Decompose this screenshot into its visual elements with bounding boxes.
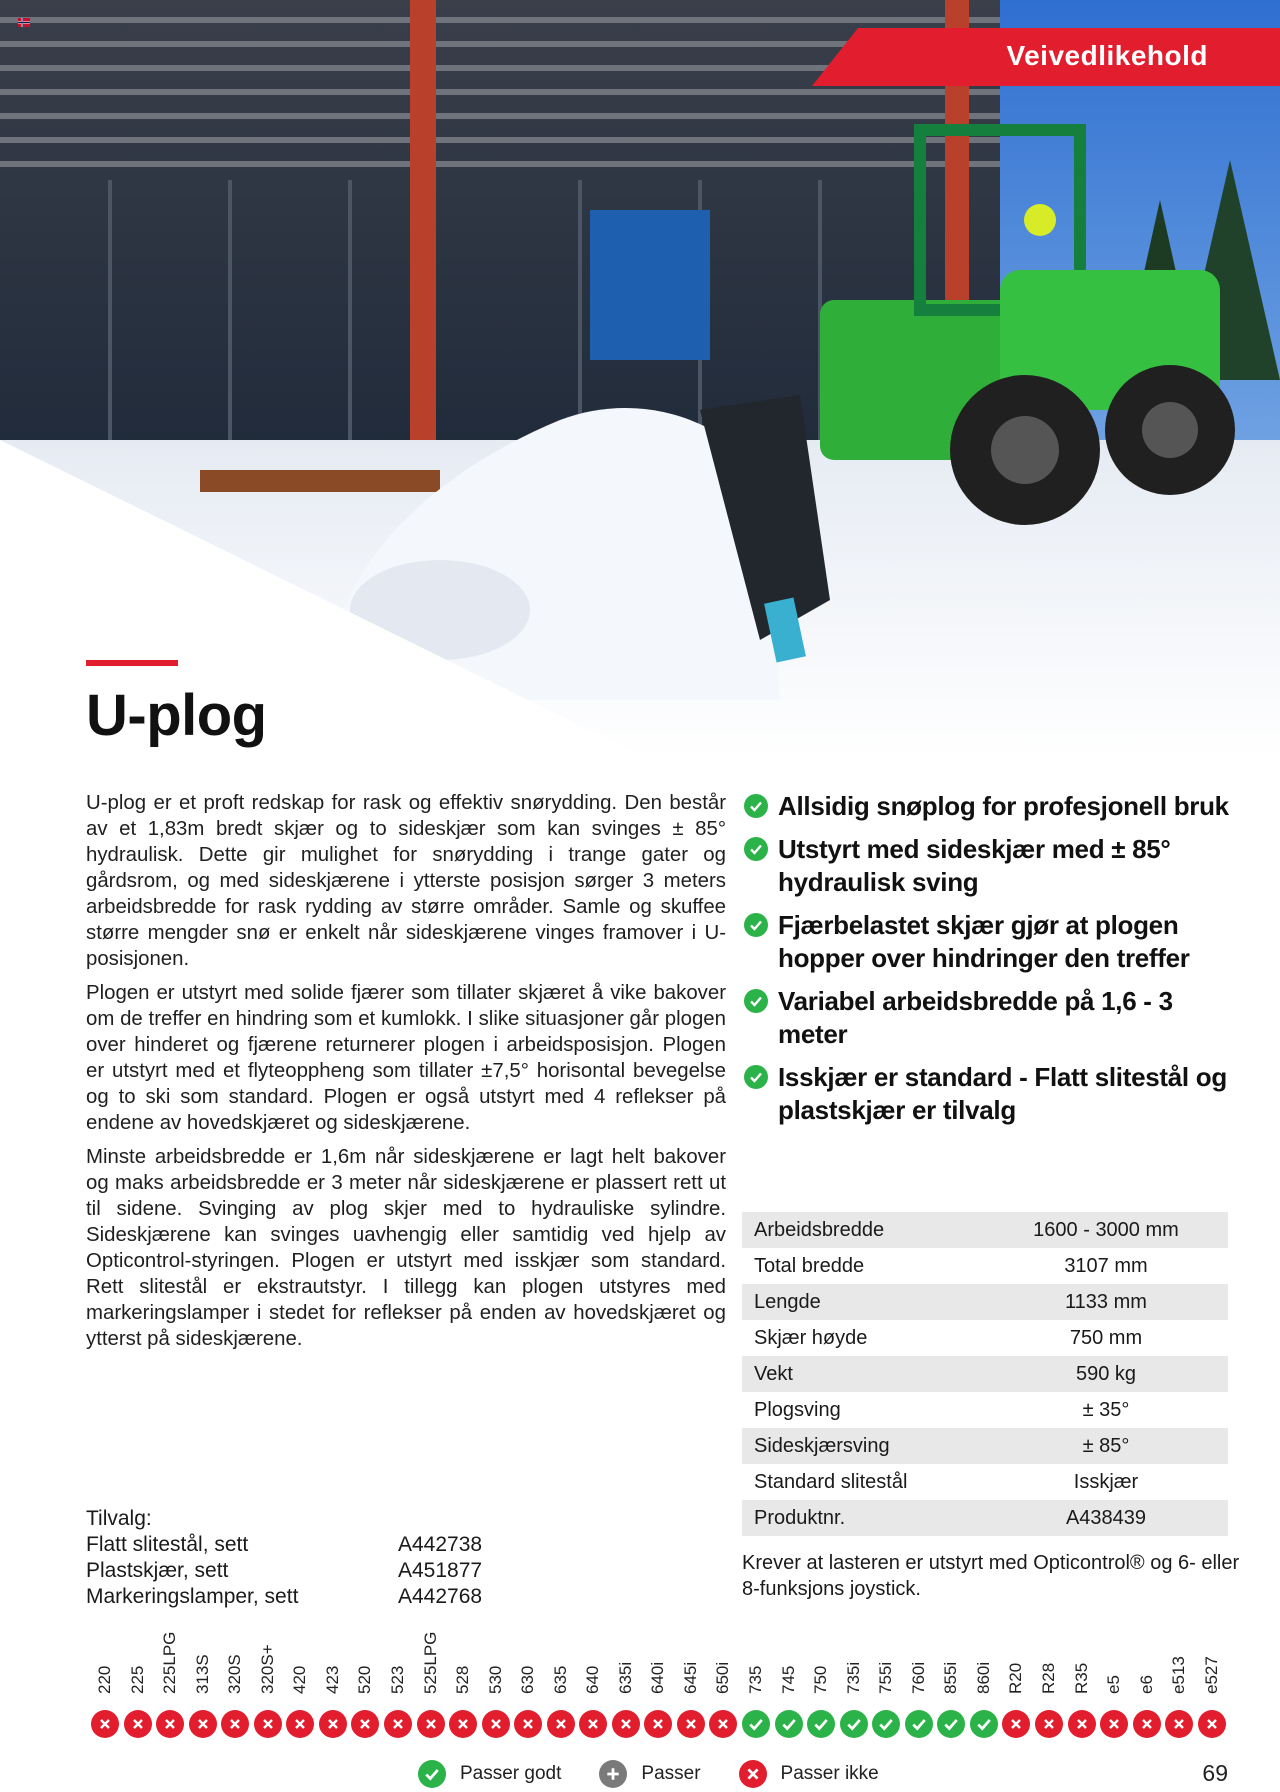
spec-row <box>742 1500 1228 1536</box>
model-name: 750 <box>811 1665 831 1694</box>
cross-icon <box>1100 1710 1128 1738</box>
check-icon <box>742 1710 770 1738</box>
model-item <box>1197 1616 1227 1728</box>
model-name: 755i <box>876 1661 896 1694</box>
spec-label: Total bredde <box>754 1254 865 1277</box>
model-name: 528 <box>453 1665 473 1694</box>
model-item <box>1099 1616 1129 1728</box>
model-label-box <box>839 1616 869 1694</box>
spec-label: Arbeidsbredde <box>742 1212 984 1248</box>
spec-label: Sideskjærsving <box>742 1428 984 1464</box>
check-icon <box>872 1710 900 1738</box>
model-name: 735 <box>746 1665 765 1694</box>
cross-icon <box>482 1710 510 1738</box>
feature-item <box>744 790 1244 823</box>
model-name: 523 <box>387 1665 407 1694</box>
model-label-box <box>936 1616 966 1694</box>
legend-item-good <box>418 1760 561 1788</box>
cross-icon <box>677 1710 705 1738</box>
spec-row <box>742 1428 1228 1464</box>
check-icon <box>905 1710 933 1738</box>
model-label-box <box>416 1616 446 1694</box>
model-name: 860i <box>973 1661 993 1694</box>
model-label-box <box>871 1616 901 1694</box>
feature-item <box>744 909 1244 975</box>
cross-icon <box>1035 1710 1063 1738</box>
option-code: A442768 <box>398 1585 483 1608</box>
model-label-box <box>383 1616 413 1694</box>
model-name: 225 <box>127 1665 147 1694</box>
model-name: 313S <box>192 1654 212 1694</box>
check-icon <box>970 1710 998 1738</box>
section-label: Veivedlikehold <box>1006 40 1208 71</box>
model-item <box>1034 1616 1064 1728</box>
cross-icon <box>709 1710 737 1738</box>
cross-icon <box>417 1710 445 1738</box>
model-name: 220 <box>95 1665 114 1694</box>
spec-value: ± 35° <box>1082 1398 1130 1421</box>
options-title: Tilvalg: <box>86 1507 152 1530</box>
spec-row <box>742 1356 1228 1392</box>
feature-list <box>744 790 1244 1137</box>
cross-icon <box>1165 1710 1193 1738</box>
spec-note: Krever at lasteren er utstyrt med Opticontrol® og 6- eller 8-funksjons joystick. <box>742 1552 1240 1600</box>
section-banner <box>812 28 1280 86</box>
spec-value: 3107 mm <box>1064 1254 1148 1277</box>
model-item <box>1001 1616 1031 1728</box>
model-item <box>806 1616 836 1728</box>
feature-item <box>744 1061 1244 1127</box>
cross-icon <box>124 1710 152 1738</box>
feature-text: Allsidig snøplog for profesjonell bruk <box>778 791 1229 821</box>
model-label-box <box>90 1616 120 1694</box>
cross-icon <box>739 1760 767 1788</box>
model-item <box>155 1616 185 1728</box>
spec-label: Produktnr. <box>742 1500 984 1536</box>
cross-icon <box>1068 1710 1096 1738</box>
cross-icon <box>612 1710 640 1738</box>
check-icon <box>418 1760 446 1788</box>
model-label-box <box>611 1616 641 1694</box>
model-name: 320S+ <box>257 1644 277 1694</box>
check-icon <box>744 989 768 1013</box>
model-name: 650i <box>713 1661 733 1694</box>
model-item <box>188 1616 218 1728</box>
check-icon <box>937 1710 965 1738</box>
check-icon <box>744 794 768 818</box>
option-code: A451877 <box>398 1559 483 1582</box>
feature-text: Isskjær er standard - Flatt slitestål og plastskjær er tilvalg <box>778 1062 1227 1125</box>
model-item <box>708 1616 738 1728</box>
model-item <box>643 1616 673 1728</box>
model-label-box <box>904 1616 934 1694</box>
model-item <box>839 1616 869 1728</box>
spec-value: ± 85° <box>984 1428 1228 1464</box>
spec-label: Lengde <box>742 1284 984 1320</box>
model-label-box <box>546 1616 576 1694</box>
model-name: 640i <box>648 1661 668 1694</box>
spec-row <box>742 1464 1228 1500</box>
feature-item <box>744 985 1244 1051</box>
option-name: Flatt slitestål, sett <box>86 1533 249 1556</box>
model-name: R28 <box>1038 1662 1058 1694</box>
model-label-box <box>1001 1616 1031 1694</box>
spec-value: Isskjær <box>1073 1470 1139 1493</box>
model-label-box <box>481 1616 511 1694</box>
model-item <box>611 1616 641 1728</box>
model-item <box>448 1616 478 1728</box>
model-item <box>416 1616 446 1728</box>
model-name: 745 <box>778 1665 798 1694</box>
spec-table-body <box>742 1212 1228 1536</box>
legend-label: Passer ikke <box>780 1763 879 1784</box>
check-icon <box>840 1710 868 1738</box>
feature-item <box>744 833 1244 899</box>
option-name: Markeringslamper, sett <box>86 1585 299 1608</box>
model-label-box <box>513 1616 543 1694</box>
model-item <box>285 1616 315 1728</box>
model-label-box <box>969 1616 999 1694</box>
model-item <box>90 1616 120 1728</box>
check-icon <box>744 1065 768 1089</box>
cross-icon <box>286 1710 314 1738</box>
cross-icon <box>156 1710 184 1738</box>
model-label-box <box>285 1616 315 1694</box>
model-name: 525LPG <box>420 1631 440 1694</box>
model-name: 640 <box>583 1665 603 1694</box>
model-item <box>578 1616 608 1728</box>
cross-icon <box>384 1710 412 1738</box>
model-item <box>904 1616 934 1728</box>
model-name: e527 <box>1201 1656 1221 1694</box>
model-label-box <box>1164 1616 1194 1694</box>
spec-value: 1600 - 3000 mm <box>984 1212 1228 1248</box>
title-accent-line <box>86 660 178 666</box>
description-paragraph: Plogen er utstyrt med solide fjærer som tillater skjæret å vike bakover om de treffer en hindring som et kumlokk. I slike situasjoner går plogen over hinderet og fjærene returnerer plogen i arbeidsposisjon. Plogen er utstyrt med et flyteoppheng som tillater ±7,5° horisontal bevegelse og to ski som standard. Plogen er også utstyrt med 4 reflekser på endene av hovedskjæret og sideskjærene. <box>86 982 726 1134</box>
option-row <box>86 1584 482 1610</box>
option-row <box>86 1532 482 1558</box>
model-label-box <box>318 1616 348 1694</box>
model-name: 420 <box>290 1665 310 1694</box>
model-item <box>253 1616 283 1728</box>
model-item <box>1067 1616 1097 1728</box>
spec-row <box>742 1392 1228 1428</box>
description-paragraph: Minste arbeidsbredde er 1,6m når sideskjærene er lagt helt bakover og maks arbeidsbredde er 3 meter når sideskjærene er plassert rett ut til sidene. Svinging av plog skjer med to hydrauliske sylindre. Sideskjærene kan svinges uavhengig eller samtidig ved hjelp av Opticontrol-styringen. Plogen er utstyrt med isskjær som standard. Rett slitestål er ekstrautstyr. I tillegg kan plogen utstyres med markeringslamper i stedet for reflekser på enden av hovedskjæret og ytterst på sideskjærene. <box>86 1146 726 1350</box>
model-name: e513 <box>1169 1656 1189 1694</box>
model-item <box>481 1616 511 1728</box>
model-label-box <box>578 1616 608 1694</box>
model-item <box>871 1616 901 1728</box>
model-name: e6 <box>1136 1675 1156 1694</box>
spec-row <box>742 1212 1228 1248</box>
model-label-box <box>1034 1616 1064 1694</box>
model-name: 760i <box>908 1661 928 1694</box>
model-item <box>774 1616 804 1728</box>
model-item <box>1132 1616 1162 1728</box>
spec-label: Plogsving <box>754 1398 841 1421</box>
cross-icon <box>449 1710 477 1738</box>
spec-label: Skjær høyde <box>754 1326 868 1349</box>
option-code: A442738 <box>398 1533 483 1556</box>
spec-label: Standard slitestål <box>754 1470 908 1493</box>
option-row <box>86 1558 482 1584</box>
model-label-box <box>1099 1616 1129 1694</box>
model-item <box>350 1616 380 1728</box>
cross-icon <box>221 1710 249 1738</box>
spec-label: Vekt <box>742 1356 984 1392</box>
legend-label: Passer godt <box>460 1763 562 1784</box>
spec-value: 590 kg <box>984 1356 1228 1392</box>
model-label-box <box>643 1616 673 1694</box>
model-item <box>318 1616 348 1728</box>
model-label-box <box>1132 1616 1162 1694</box>
model-name: 855i <box>941 1661 961 1694</box>
model-item <box>123 1616 153 1728</box>
option-name: Plastskjær, sett <box>86 1559 229 1582</box>
model-item <box>220 1616 250 1728</box>
model-item <box>969 1616 999 1728</box>
cross-icon <box>91 1710 119 1738</box>
model-label-box <box>1197 1616 1227 1694</box>
model-label-box <box>1067 1616 1097 1694</box>
cross-icon <box>1133 1710 1161 1738</box>
model-label-box <box>253 1616 283 1694</box>
model-item <box>1164 1616 1194 1728</box>
spec-row <box>742 1284 1228 1320</box>
cross-icon <box>351 1710 379 1738</box>
cross-icon <box>547 1710 575 1738</box>
model-item <box>546 1616 576 1728</box>
legend-item-ok <box>599 1760 700 1788</box>
model-label-box <box>350 1616 380 1694</box>
model-label-box <box>708 1616 738 1694</box>
model-label-box <box>188 1616 218 1694</box>
cross-icon <box>254 1710 282 1738</box>
model-name: 520 <box>355 1665 375 1694</box>
description-paragraph: U-plog er et proft redskap for rask og effektiv snørydding. Den består av et 1,83m bredt skjær og to sideskjær som kan svinges ± 85° hydraulisk. Dette gir mulighet for snørydding i trange gater og gårdsrom, og med sideskjærene i ytterste posisjon sørger 3 meters arbeidsbredde for rask rydding av større områder. Samle og skuffee større mengder snø er enkelt når sideskjærene vinges framover i U-posisjonen. <box>86 792 726 970</box>
cross-icon <box>644 1710 672 1738</box>
check-icon <box>775 1710 803 1738</box>
options-list <box>86 1506 482 1610</box>
spec-value: 750 mm <box>1069 1326 1143 1349</box>
model-name: 645i <box>680 1661 700 1694</box>
model-name: e5 <box>1104 1675 1124 1694</box>
model-label-box <box>774 1616 804 1694</box>
model-name: 530 <box>485 1665 505 1694</box>
page-title: U-plog <box>86 683 267 748</box>
spec-row <box>742 1248 1228 1284</box>
page-number: 69 <box>1202 1760 1228 1786</box>
legend <box>418 1760 917 1788</box>
model-name: R20 <box>1006 1662 1026 1694</box>
cross-icon <box>1198 1710 1226 1738</box>
model-label-box <box>741 1616 771 1694</box>
check-icon <box>807 1710 835 1738</box>
model-name: 320S <box>225 1654 245 1694</box>
legend-label: Passer <box>641 1763 701 1784</box>
flag-icon <box>18 18 30 27</box>
plus-icon <box>599 1760 627 1788</box>
feature-text: Utstyrt med sideskjær med ± 85° hydraulisk sving <box>778 834 1171 897</box>
cross-icon <box>579 1710 607 1738</box>
model-name: 635i <box>615 1661 635 1694</box>
model-label-box <box>806 1616 836 1694</box>
model-item <box>741 1616 771 1728</box>
model-compatibility <box>90 1616 1230 1728</box>
model-label-box <box>123 1616 153 1694</box>
description <box>86 790 726 1360</box>
feature-text: Variabel arbeidsbredde på 1,6 - 3 meter <box>778 986 1173 1049</box>
spec-value: 1133 mm <box>984 1284 1228 1320</box>
hero-diagonal-mask <box>0 0 1280 760</box>
model-label-box <box>676 1616 706 1694</box>
model-name: 423 <box>322 1665 342 1694</box>
cross-icon <box>1002 1710 1030 1738</box>
model-item <box>676 1616 706 1728</box>
check-icon <box>744 913 768 937</box>
cross-icon <box>189 1710 217 1738</box>
legend-item-no <box>739 1760 879 1788</box>
hero-photo <box>0 0 1280 760</box>
spec-row <box>742 1320 1228 1356</box>
model-item <box>513 1616 543 1728</box>
model-name: 635 <box>550 1665 570 1694</box>
cross-icon <box>319 1710 347 1738</box>
model-name: 630 <box>518 1665 538 1694</box>
model-name: R35 <box>1071 1662 1091 1694</box>
spec-value: A438439 <box>984 1500 1228 1536</box>
cross-icon <box>514 1710 542 1738</box>
model-label-box <box>155 1616 185 1694</box>
model-name: 225LPG <box>160 1631 180 1694</box>
feature-text: Fjærbelastet skjær gjør at plogen hopper over hindringer den treffer <box>778 910 1190 973</box>
spec-table <box>742 1212 1228 1536</box>
model-item <box>936 1616 966 1728</box>
model-label-box <box>220 1616 250 1694</box>
model-item <box>383 1616 413 1728</box>
check-icon <box>744 837 768 861</box>
model-name: 735i <box>843 1661 863 1694</box>
model-label-box <box>448 1616 478 1694</box>
